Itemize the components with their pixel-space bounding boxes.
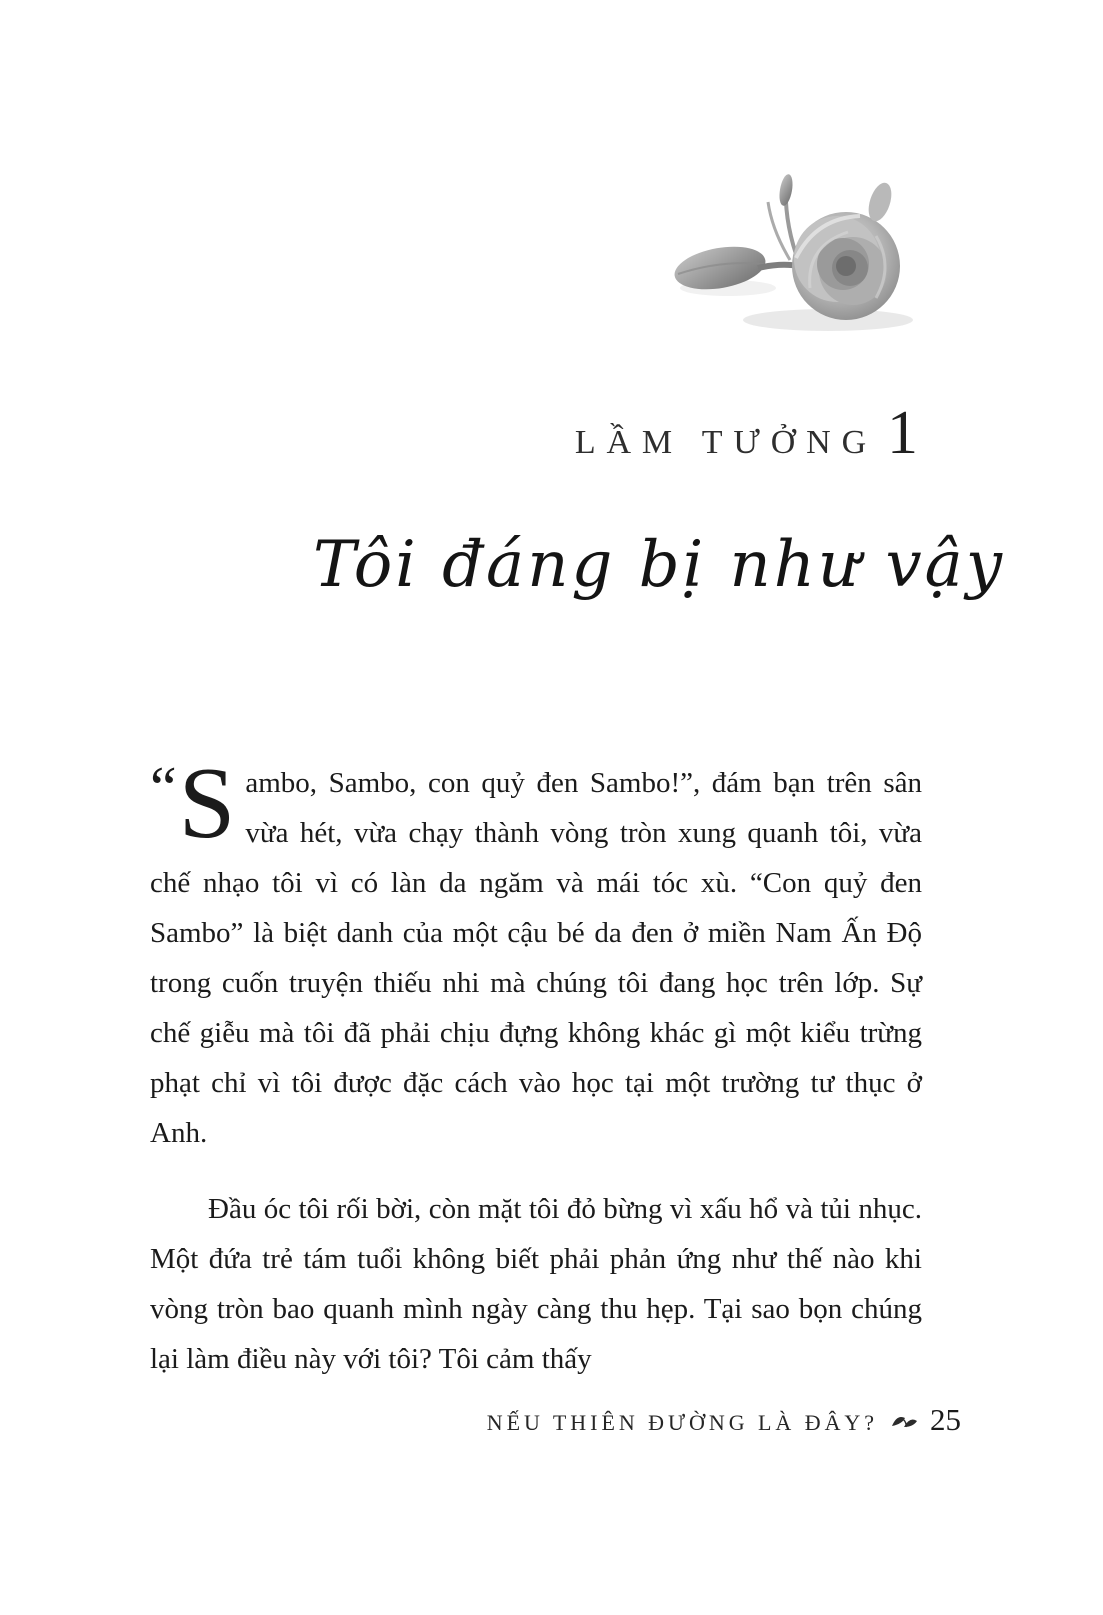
paragraph-2 (150, 1184, 922, 1384)
paragraph-1-text: ambo, Sambo, con quỷ đen Sambo!”, đám bạn trên sân vừa hét, vừa chạy thành vòng tròn xung quanh tôi, vừa chế nhạo tôi vì có làn da ngăm và mái tóc xù. “Con quỷ đen Sambo” là biệt danh của một cậu bé da đen ở miền Nam Ấn Độ trong cuốn truyện thiếu nhi mà chúng tôi đang học trên lớp. Sự chế giễu mà tôi đã phải chịu đựng không khác gì một kiểu trừng phạt chỉ vì tôi được đặc cách vào học tại một trường tư thục ở Anh. (150, 767, 922, 1149)
dropcap-wrap (150, 747, 236, 860)
rose-image (668, 168, 926, 340)
chapter-title-script: Tôi đáng bị như vậy (313, 528, 1005, 602)
drop-cap: S (178, 747, 236, 860)
chapter-number: 1 (887, 399, 918, 467)
paragraph-2-text: Đầu óc tôi rối bời, còn mặt tôi đỏ bừng vì xấu hổ và tủi nhục. Một đứa trẻ tám tuổi không biết phải phản ứng như thế nào khi vòng tròn bao quanh mình ngày càng thu hẹp. Tại sao bọn chúng lại làm điều này với tôi? Tôi cảm thấy (150, 1193, 922, 1375)
leaf-flourish-icon (890, 1411, 920, 1434)
footer-book-title: NẾU THIÊN ĐƯỜNG LÀ ĐÂY? (486, 1410, 878, 1435)
opening-quote-mark: “ (150, 755, 177, 821)
rose-illustration (668, 168, 926, 340)
footer-page-number: 25 (930, 1402, 961, 1437)
chapter-label: LẦM TƯỞNG (574, 424, 877, 461)
chapter-heading (575, 398, 918, 469)
paragraph-1 (150, 747, 922, 1158)
body-text (150, 747, 922, 1384)
page-footer (487, 1402, 961, 1438)
